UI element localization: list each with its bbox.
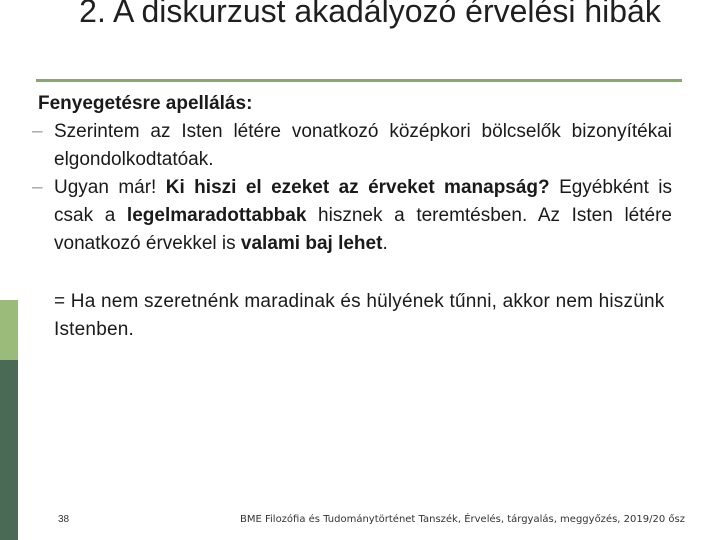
bullet-text-1: Szerintem az Isten létére vonatkozó középkori bölcselők bizonyítékai elgondolkodtatóak. [54, 121, 672, 170]
bullet-text-2a: Ugyan már! [54, 177, 166, 198]
bullet-text-2e: hisznek a teremtésben. Az Isten létére vonatkozó érvekkel is [54, 205, 672, 254]
bullet-text-2b: Ki hiszi el ezeket az érveket manapság? [165, 177, 550, 198]
slide-content [32, 90, 672, 344]
page-number: 38 [58, 514, 70, 525]
title-underline [36, 79, 682, 82]
slide-title: 2. A diskurzust akadályozó érvelési hibák [79, 0, 661, 29]
section-heading: Fenyegetésre apellálás: [38, 93, 253, 114]
paragraph-spacer [38, 258, 672, 288]
bullet-item-2 [32, 174, 672, 258]
side-strip-middle [0, 300, 18, 360]
dash-bullet-icon: – [32, 121, 43, 142]
bullet-text-2g: . [382, 233, 388, 254]
dash-bullet-icon: – [32, 177, 43, 198]
bullet-text-2d: legelmaradottabbak [126, 205, 307, 226]
side-strip-bottom [0, 360, 18, 540]
conclusion-text: = Ha nem szeretnénk maradinak és hülyének tűnni, akkor nem hiszünk Istenben. [54, 291, 665, 340]
footer-text: BME Filozófia és Tudománytörténet Tanszék, Érvelés, tárgyalás, meggyőzés, 2019/20 ősz [240, 514, 685, 525]
bullet-item-1 [32, 118, 672, 174]
bullet-text-2c: Egyébként is csak a [54, 177, 672, 226]
bullet-text-2f: valami baj lehet [240, 233, 383, 254]
